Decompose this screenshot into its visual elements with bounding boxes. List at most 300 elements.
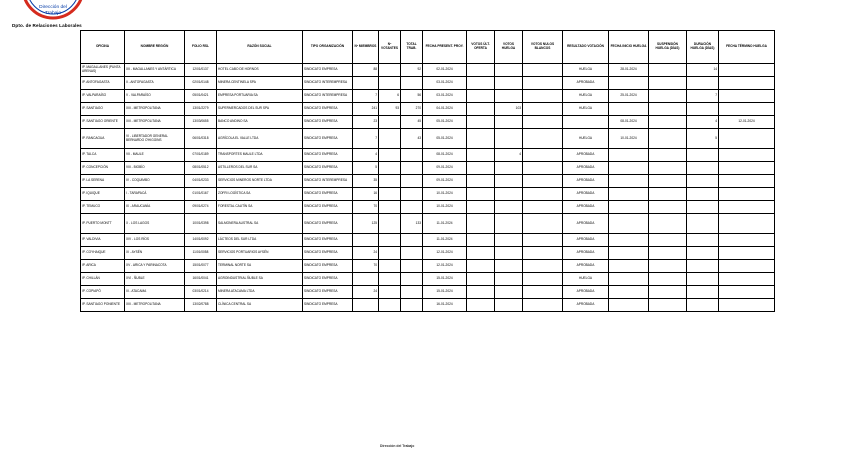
table-cell: 24: [353, 286, 379, 299]
table-cell: HUELGA: [563, 129, 609, 149]
table-cell: IP. VALDIVIA: [81, 234, 125, 247]
table-cell: [609, 201, 649, 214]
logo: [22, 0, 84, 20]
table-cell: [649, 175, 687, 188]
table-cell: [719, 273, 775, 286]
table-row: [81, 188, 775, 201]
table-cell: IP. COPIAPÓ: [81, 286, 125, 299]
table-cell: [523, 103, 563, 116]
table-cell: [649, 286, 687, 299]
table-cell: 70: [353, 260, 379, 273]
table-cell: [523, 64, 563, 77]
table-cell: [719, 286, 775, 299]
table-cell: [687, 234, 719, 247]
table-row: [81, 90, 775, 103]
column-header: VOTOS NULOS BLANCOS: [523, 31, 563, 64]
table-cell: VII - MAULE: [125, 149, 185, 162]
table-cell: SUPERMERCADOS DEL SUR SPA: [217, 103, 303, 116]
table-row: [81, 129, 775, 149]
table-cell: [649, 273, 687, 286]
table-cell: 02/01/0148: [185, 77, 217, 90]
table-cell: [719, 175, 775, 188]
table-cell: III - ATACAMA: [125, 286, 185, 299]
table-cell: 09/01/0274: [185, 201, 217, 214]
table-cell: IX - ARAUCANÍA: [125, 201, 185, 214]
table-cell: HUELGA: [563, 103, 609, 116]
table-cell: SERVICIOS PORTUARIOS AYSÉN: [217, 247, 303, 260]
table-cell: [467, 247, 495, 260]
table-cell: [523, 175, 563, 188]
table-cell: 125: [353, 214, 379, 234]
table-cell: IP. VALPARAÍSO: [81, 90, 125, 103]
table-cell: 5: [353, 162, 379, 175]
table-cell: [719, 234, 775, 247]
table-cell: 14/01/0092: [185, 234, 217, 247]
table-cell: IP. SANTIAGO: [81, 103, 125, 116]
table-cell: [523, 90, 563, 103]
table-cell: IP. SANTIAGO ORIENTE: [81, 116, 125, 129]
table-cell: APROBADA: [563, 188, 609, 201]
table-cell: [649, 247, 687, 260]
table-cell: [467, 77, 495, 90]
table-cell: XIII - METROPOLITANA: [125, 103, 185, 116]
table-row: [81, 234, 775, 247]
table-cell: V - VALPARAÍSO: [125, 90, 185, 103]
logo-text-1: Dirección del: [39, 5, 67, 10]
table-cell: [495, 90, 523, 103]
table-cell: [563, 116, 609, 129]
table-cell: [401, 201, 423, 214]
table-cell: [687, 77, 719, 90]
table-cell: [467, 234, 495, 247]
table-cell: IP. TEMUCO: [81, 201, 125, 214]
table-cell: [379, 162, 401, 175]
column-header: TIPO ORGANIZACIÓN: [303, 31, 353, 64]
table-cell: [379, 286, 401, 299]
table-cell: IP. COYHAIQUE: [81, 247, 125, 260]
table-row: [81, 260, 775, 273]
table-cell: 14: [687, 64, 719, 77]
table-cell: [609, 149, 649, 162]
table-cell: [719, 129, 775, 149]
table-cell: TRANSPORTES MAULE LTDA: [217, 149, 303, 162]
table-cell: [353, 299, 379, 312]
table-cell: [401, 188, 423, 201]
table-cell: [719, 299, 775, 312]
table-cell: 15-01-2024: [423, 286, 467, 299]
table-cell: 56: [401, 90, 423, 103]
table-cell: 13/03/0655: [185, 116, 217, 129]
table-cell: APROBADA: [563, 299, 609, 312]
table-cell: [379, 214, 401, 234]
table-cell: [401, 247, 423, 260]
table-cell: 15/01/0077: [185, 260, 217, 273]
table-cell: 270: [401, 103, 423, 116]
table-cell: [719, 214, 775, 234]
table-cell: SINDICATO EMPRESA: [303, 247, 353, 260]
table-cell: [379, 77, 401, 90]
table-cell: IP. ANTOFAGASTA: [81, 77, 125, 90]
table-cell: 28-01-2024: [609, 64, 649, 77]
table-row: [81, 201, 775, 214]
table-cell: [687, 273, 719, 286]
table-cell: [719, 90, 775, 103]
table-cell: SINDICATO EMPRESA: [303, 188, 353, 201]
table-cell: [649, 299, 687, 312]
table-cell: SINDICATO EMPRESA: [303, 116, 353, 129]
table-cell: SINDICATO EMPRESA: [303, 299, 353, 312]
table-cell: [687, 103, 719, 116]
table-cell: [401, 286, 423, 299]
table-cell: SERVICIOS MINEROS NORTE LTDA: [217, 175, 303, 188]
table-cell: [719, 201, 775, 214]
table-cell: 7: [353, 90, 379, 103]
table-cell: IP. CONCEPCIÓN: [81, 162, 125, 175]
column-header: FOLIO RSL: [185, 31, 217, 64]
table-cell: [379, 188, 401, 201]
table-cell: 93: [379, 103, 401, 116]
table-cell: AGRÍCOLA EL VALLE LTDA: [217, 129, 303, 149]
table-cell: ASTILLEROS DEL SUR SA: [217, 162, 303, 175]
column-header: FECHA INICIO HUELGA: [609, 31, 649, 64]
table-row: [81, 247, 775, 260]
table-cell: IP. MAGALLANES (PUNTA ARENAS): [81, 64, 125, 77]
table-cell: [649, 103, 687, 116]
table-cell: [649, 64, 687, 77]
table-cell: XV - ARICA Y PARINACOTA: [125, 260, 185, 273]
table-cell: [609, 103, 649, 116]
table-cell: [523, 129, 563, 149]
table-cell: 15-01-2024: [423, 273, 467, 286]
table-row: [81, 149, 775, 162]
table-cell: SINDICATO EMPRESA: [303, 234, 353, 247]
table-cell: [495, 247, 523, 260]
table-cell: IP. LA SERENA: [81, 175, 125, 188]
table-cell: [609, 299, 649, 312]
table-row: [81, 64, 775, 77]
table-cell: 133: [401, 214, 423, 234]
table-cell: 10-01-2024: [609, 129, 649, 149]
table-cell: [687, 175, 719, 188]
table-cell: 03/01/0214: [185, 286, 217, 299]
table-cell: [379, 149, 401, 162]
table-cell: [495, 129, 523, 149]
table-cell: 07/01/0189: [185, 149, 217, 162]
table-cell: [467, 90, 495, 103]
table-cell: [523, 77, 563, 90]
table-cell: [609, 234, 649, 247]
table-cell: [719, 77, 775, 90]
table-cell: APROBADA: [563, 286, 609, 299]
table-cell: XIII - METROPOLITANA: [125, 116, 185, 129]
table-cell: SINDICATO INTEREMPRESA: [303, 77, 353, 90]
table-cell: [523, 286, 563, 299]
table-cell: SINDICATO EMPRESA: [303, 64, 353, 77]
table-cell: [523, 201, 563, 214]
table-cell: 23: [353, 116, 379, 129]
department-title: Dpto. de Relaciones Laborales: [12, 23, 82, 28]
table-cell: [523, 273, 563, 286]
table-cell: 06/01/0318: [185, 129, 217, 149]
table-cell: 10-01-2024: [423, 201, 467, 214]
table-cell: [467, 64, 495, 77]
table-cell: [467, 188, 495, 201]
table-row: [81, 77, 775, 90]
table-cell: 4: [495, 149, 523, 162]
table-row: [81, 299, 775, 312]
table-cell: APROBADA: [563, 247, 609, 260]
table-cell: [495, 64, 523, 77]
table-cell: 11/01/0058: [185, 247, 217, 260]
table-cell: IP. RANCAGUA: [81, 129, 125, 149]
table-cell: [523, 234, 563, 247]
table-cell: 25-01-2024: [609, 90, 649, 103]
table-cell: 7: [353, 129, 379, 149]
table-cell: [353, 77, 379, 90]
table-cell: [523, 188, 563, 201]
table-cell: [609, 286, 649, 299]
table-cell: 43: [401, 129, 423, 149]
table-cell: 4: [687, 116, 719, 129]
table-cell: SINDICATO EMPRESA: [303, 129, 353, 149]
table-cell: MINERA ATACAMA LTDA: [217, 286, 303, 299]
table-cell: XVI - ÑUBLE: [125, 273, 185, 286]
table-cell: [495, 299, 523, 312]
table-cell: MINERA CENTINELA SPA: [217, 77, 303, 90]
table-cell: [649, 214, 687, 234]
table-cell: [467, 201, 495, 214]
table-cell: 4: [353, 149, 379, 162]
table-cell: APROBADA: [563, 175, 609, 188]
table-cell: [649, 77, 687, 90]
table-cell: APROBADA: [563, 162, 609, 175]
table-cell: LÁCTEOS DEL SUR LTDA: [217, 234, 303, 247]
table-cell: SINDICATO EMPRESA: [303, 103, 353, 116]
table-cell: [495, 273, 523, 286]
table-cell: 16-01-2024: [423, 299, 467, 312]
table-cell: 45: [401, 116, 423, 129]
table-cell: BANCO ANDINO SA: [217, 116, 303, 129]
table-cell: 02-01-2024: [423, 64, 467, 77]
column-header: Nº MIEMBROS: [353, 31, 379, 64]
table-cell: 12-01-2024: [423, 260, 467, 273]
table-cell: [495, 175, 523, 188]
table-cell: [719, 188, 775, 201]
table-cell: 5: [687, 129, 719, 149]
table-row: [81, 175, 775, 188]
table-cell: HUELGA: [563, 64, 609, 77]
column-header: DURACIÓN HUELGA (DÍAS): [687, 31, 719, 64]
table-body: [81, 64, 775, 312]
table-cell: [467, 162, 495, 175]
table-cell: [649, 129, 687, 149]
column-header: VOTOS ÚLT. OFERTA: [467, 31, 495, 64]
table-cell: SINDICATO INTEREMPRESA: [303, 175, 353, 188]
table-row: [81, 273, 775, 286]
table-cell: [523, 149, 563, 162]
table-cell: 04/01/0233: [185, 175, 217, 188]
table-cell: [401, 175, 423, 188]
table-cell: 70: [353, 201, 379, 214]
table-cell: [523, 116, 563, 129]
table-cell: [401, 273, 423, 286]
table-cell: 03-01-2024: [423, 90, 467, 103]
column-header: RAZÓN SOCIAL: [217, 31, 303, 64]
table-cell: 7: [687, 90, 719, 103]
table-cell: SINDICATO EMPRESA: [303, 201, 353, 214]
table-cell: [495, 214, 523, 234]
table-cell: SINDICATO EMPRESA: [303, 273, 353, 286]
table-cell: [719, 162, 775, 175]
table-cell: SINDICATO EMPRESA: [303, 162, 353, 175]
table-cell: [379, 260, 401, 273]
table-cell: [523, 299, 563, 312]
table-cell: [401, 77, 423, 90]
table-cell: 10-01-2024: [423, 188, 467, 201]
column-header: TOTAL TRAB.: [401, 31, 423, 64]
table-cell: [379, 175, 401, 188]
table-cell: [649, 188, 687, 201]
table-cell: [687, 299, 719, 312]
table-cell: XIV - LOS RÍOS: [125, 234, 185, 247]
table-cell: 09-01-2024: [423, 162, 467, 175]
table-cell: 11-01-2024: [423, 234, 467, 247]
table-cell: [719, 260, 775, 273]
table-cell: SINDICATO EMPRESA: [303, 149, 353, 162]
table-cell: 05/01/0421: [185, 90, 217, 103]
table-cell: CLÍNICA CENTRAL SA: [217, 299, 303, 312]
table-cell: [649, 260, 687, 273]
table-cell: SINDICATO EMPRESA: [303, 214, 353, 234]
table-cell: [379, 116, 401, 129]
table-row: [81, 214, 775, 234]
table-cell: [687, 247, 719, 260]
table-cell: [719, 103, 775, 116]
logo-text-2: Trabajo: [44, 11, 62, 16]
table-cell: [495, 260, 523, 273]
table-cell: VIII - BIOBÍO: [125, 162, 185, 175]
table-cell: [401, 299, 423, 312]
table-cell: [495, 201, 523, 214]
table-cell: [609, 175, 649, 188]
table-cell: XIII - METROPOLITANA: [125, 299, 185, 312]
table-cell: [467, 260, 495, 273]
table-row: [81, 103, 775, 116]
table-cell: APROBADA: [563, 234, 609, 247]
table-cell: [523, 247, 563, 260]
table-cell: [495, 188, 523, 201]
table-cell: [649, 162, 687, 175]
table-cell: II - ANTOFAGASTA: [125, 77, 185, 90]
table-cell: [401, 234, 423, 247]
table-cell: [467, 286, 495, 299]
column-header: OFICINA: [81, 31, 125, 64]
table-cell: X - LOS LAGOS: [125, 214, 185, 234]
table-cell: 241: [353, 103, 379, 116]
table-cell: XII - MAGALLANES Y ANTÁRTICA: [125, 64, 185, 77]
table-cell: [379, 247, 401, 260]
table-cell: [353, 234, 379, 247]
table-cell: 05-01-2024: [423, 116, 467, 129]
table-row: [81, 116, 775, 129]
table-cell: [649, 116, 687, 129]
data-table: [80, 30, 775, 312]
table-cell: 16/01/0041: [185, 273, 217, 286]
table-cell: [495, 77, 523, 90]
table-cell: IV - COQUIMBO: [125, 175, 185, 188]
table-cell: 6: [379, 90, 401, 103]
table-cell: [687, 201, 719, 214]
table-cell: I - TARAPACÁ: [125, 188, 185, 201]
table-cell: [523, 162, 563, 175]
table-cell: 13/01/2279: [185, 103, 217, 116]
table-cell: APROBADA: [563, 214, 609, 234]
logo-seal-icon: [22, 0, 84, 20]
table-cell: SINDICATO INTEREMPRESA: [303, 90, 353, 103]
table-cell: [379, 273, 401, 286]
table-cell: VI - LIBERTADOR GENERAL BERNARDO O'HIGGINS: [125, 129, 185, 149]
table-cell: [467, 214, 495, 234]
table-cell: [719, 247, 775, 260]
column-header: NOMBRE REGIÓN: [125, 31, 185, 64]
table-cell: [495, 116, 523, 129]
table-cell: 01/01/0167: [185, 188, 217, 201]
table-cell: 16: [353, 188, 379, 201]
table-cell: [609, 247, 649, 260]
table-cell: [609, 162, 649, 175]
table-cell: HUELGA: [563, 90, 609, 103]
table-cell: 12/01/0137: [185, 64, 217, 77]
table-cell: [495, 234, 523, 247]
table-cell: APROBADA: [563, 77, 609, 90]
table-cell: IP. PUERTO MONTT: [81, 214, 125, 234]
table-cell: [467, 116, 495, 129]
table-cell: IP. ARICA: [81, 260, 125, 273]
table-cell: [687, 162, 719, 175]
table-cell: 09-01-2024: [423, 175, 467, 188]
table-cell: HOTEL CABO DE HORNOS: [217, 64, 303, 77]
table-cell: IP. TALCA: [81, 149, 125, 162]
table-cell: 11-01-2024: [423, 214, 467, 234]
table-cell: [687, 286, 719, 299]
table-cell: [687, 149, 719, 162]
table-cell: [609, 273, 649, 286]
table-cell: APROBADA: [563, 201, 609, 214]
table-cell: 24: [353, 247, 379, 260]
table-cell: EMPRESA PORTUARIA SA: [217, 90, 303, 103]
column-header: VOTOS HUELGA: [495, 31, 523, 64]
table-cell: [523, 214, 563, 234]
table-cell: [401, 260, 423, 273]
table-cell: APROBADA: [563, 260, 609, 273]
table-cell: AGROINDUSTRIAL ÑUBLE SA: [217, 273, 303, 286]
table-cell: IP. CHILLÁN: [81, 273, 125, 286]
table-cell: FORESTAL CAUTÍN SA: [217, 201, 303, 214]
table-cell: [353, 273, 379, 286]
table-cell: [401, 162, 423, 175]
table-cell: HUELGA: [563, 273, 609, 286]
table-cell: ZOFRI LOGÍSTICA SA: [217, 188, 303, 201]
table-cell: [687, 214, 719, 234]
table-cell: [649, 90, 687, 103]
table-cell: APROBADA: [563, 149, 609, 162]
table-cell: [609, 260, 649, 273]
table-cell: [467, 175, 495, 188]
table-cell: [379, 201, 401, 214]
table-cell: [401, 149, 423, 162]
table-cell: [649, 234, 687, 247]
table-cell: 08-01-2024: [609, 116, 649, 129]
